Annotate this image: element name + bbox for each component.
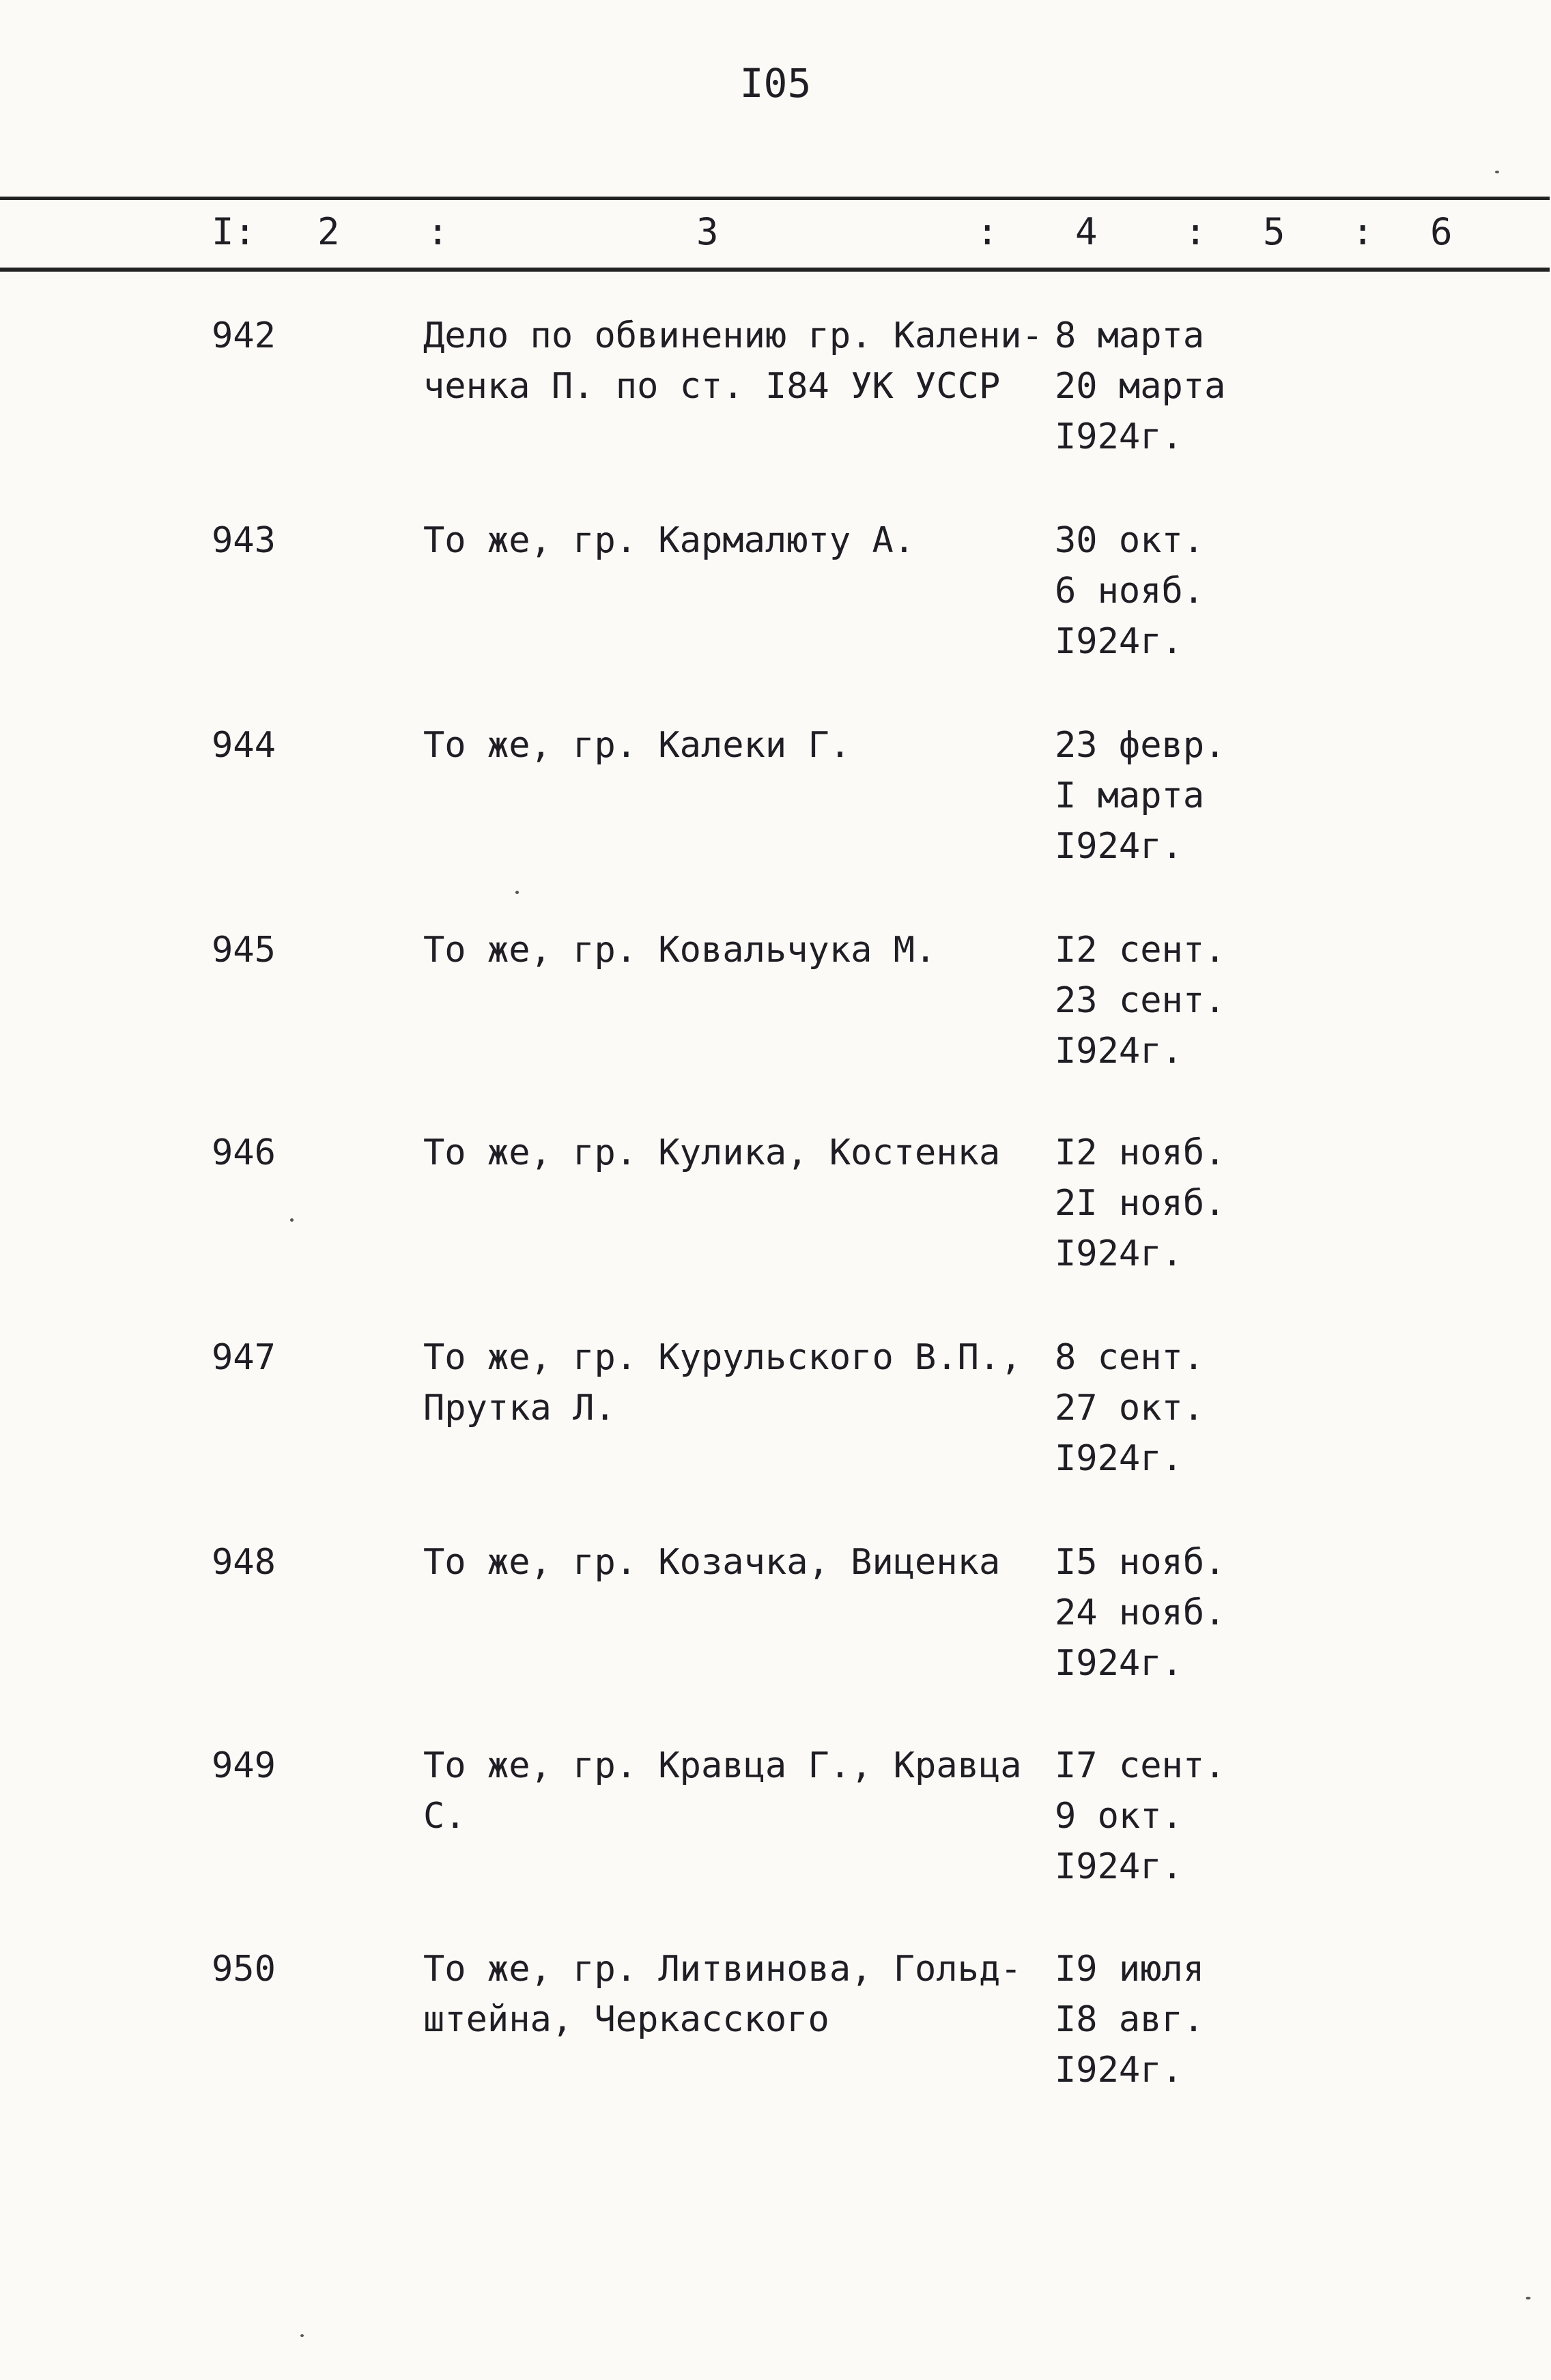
paper-speck: [300, 2334, 304, 2337]
row-date-line: 23 февр.: [1055, 725, 1226, 766]
row-title-line: С.: [423, 1796, 466, 1837]
row-title: [423, 1944, 1038, 2045]
row-date-line: I924г.: [1055, 1846, 1183, 1887]
row-date-line: 23 сент.: [1055, 980, 1226, 1021]
row-date-line: I924г.: [1055, 826, 1183, 867]
row-date-line: 8 марта: [1055, 315, 1205, 356]
row-date-line: I7 сент.: [1055, 1745, 1226, 1786]
header-separator-1: :: [427, 210, 449, 253]
row-title-line: То же, гр. Литвинова, Гольд-: [423, 1949, 1022, 1990]
row-date-line: I5 нояб.: [1055, 1542, 1226, 1583]
row-dates: [1055, 1537, 1341, 1689]
paper-speck: [290, 1218, 294, 1222]
row-number: 944: [212, 725, 276, 766]
row-date-line: I924г.: [1055, 2050, 1183, 2091]
row-title-line: То же, гр. Ковальчука М.: [423, 930, 937, 971]
row-title: [423, 720, 1038, 771]
row-title-line: То же, гр. Курульского В.П.,: [423, 1337, 1022, 1378]
row-number: 943: [212, 520, 276, 561]
header-col-4: 4: [1075, 210, 1098, 253]
row-date-line: 2I нояб.: [1055, 1183, 1226, 1224]
row-title-line: ченка П. по ст. I84 УК УССР: [423, 366, 1001, 407]
header-col-5: 5: [1263, 210, 1285, 253]
row-title: [423, 1537, 1038, 1588]
row-title-line: То же, гр. Козачка, Виценка: [423, 1542, 1001, 1583]
row-title-line: То же, гр. Кармалюту А.: [423, 520, 915, 561]
row-dates: [1055, 925, 1341, 1076]
row-date-line: 8 сент.: [1055, 1337, 1205, 1378]
header-bottom-rule: [0, 268, 1550, 272]
paper-speck: [515, 891, 519, 894]
header-col-2: 2: [317, 210, 340, 253]
row-date-line: I2 нояб.: [1055, 1132, 1226, 1173]
row-title-line: Прутка Л.: [423, 1388, 616, 1429]
row-dates: [1055, 1128, 1341, 1279]
header-separator-3: :: [1184, 210, 1207, 253]
row-number: 949: [212, 1745, 276, 1786]
header-col-1: I:: [212, 210, 257, 253]
page-number: I05: [739, 60, 812, 106]
row-date-line: 9 окт.: [1055, 1796, 1183, 1837]
row-dates: [1055, 311, 1341, 462]
header-col-3: 3: [696, 210, 719, 253]
row-title-line: То же, гр. Кравца Г., Кравца: [423, 1745, 1022, 1786]
row-title: [423, 925, 1038, 975]
row-title-line: Дело по обвинению гр. Калени-: [423, 315, 1043, 356]
row-title-line: То же, гр. Кулика, Костенка: [423, 1132, 1001, 1173]
header-separator-4: :: [1352, 210, 1374, 253]
row-date-line: I924г.: [1055, 1643, 1183, 1684]
header-top-rule: [0, 197, 1550, 200]
row-title: [423, 1128, 1038, 1178]
row-title: [423, 1332, 1038, 1433]
row-dates: [1055, 1332, 1341, 1484]
row-number: 947: [212, 1337, 276, 1378]
row-number: 946: [212, 1132, 276, 1173]
row-dates: [1055, 1740, 1341, 1892]
row-title: [423, 311, 1043, 412]
row-date-line: I924г.: [1055, 1438, 1183, 1479]
row-date-line: I924г.: [1055, 1233, 1183, 1274]
row-number: 942: [212, 315, 276, 356]
header-separator-2: :: [976, 210, 999, 253]
row-date-line: 20 марта: [1055, 366, 1226, 407]
row-date-line: I924г.: [1055, 1031, 1183, 1072]
paper-speck: [1526, 2297, 1531, 2299]
row-number: 945: [212, 930, 276, 971]
row-dates: [1055, 1944, 1341, 2095]
row-dates: [1055, 720, 1341, 872]
row-date-line: I2 сент.: [1055, 930, 1226, 971]
row-date-line: 6 нояб.: [1055, 571, 1205, 612]
row-date-line: I9 июля: [1055, 1949, 1205, 1990]
row-date-line: 27 окт.: [1055, 1388, 1205, 1429]
row-date-line: I924г.: [1055, 621, 1183, 662]
row-title-line: штейна, Черкасского: [423, 1999, 829, 2040]
row-date-line: I924г.: [1055, 416, 1183, 457]
row-date-line: I8 авг.: [1055, 1999, 1205, 2040]
row-number: 950: [212, 1949, 276, 1990]
row-dates: [1055, 515, 1341, 667]
row-date-line: I марта: [1055, 775, 1205, 816]
header-col-6: 6: [1430, 210, 1453, 253]
row-date-line: 30 окт.: [1055, 520, 1205, 561]
row-date-line: 24 нояб.: [1055, 1592, 1226, 1633]
row-title: [423, 1740, 1038, 1841]
row-number: 948: [212, 1542, 276, 1583]
paper-speck: [1495, 171, 1499, 173]
row-title: [423, 515, 1038, 566]
row-title-line: То же, гр. Калеки Г.: [423, 725, 851, 766]
